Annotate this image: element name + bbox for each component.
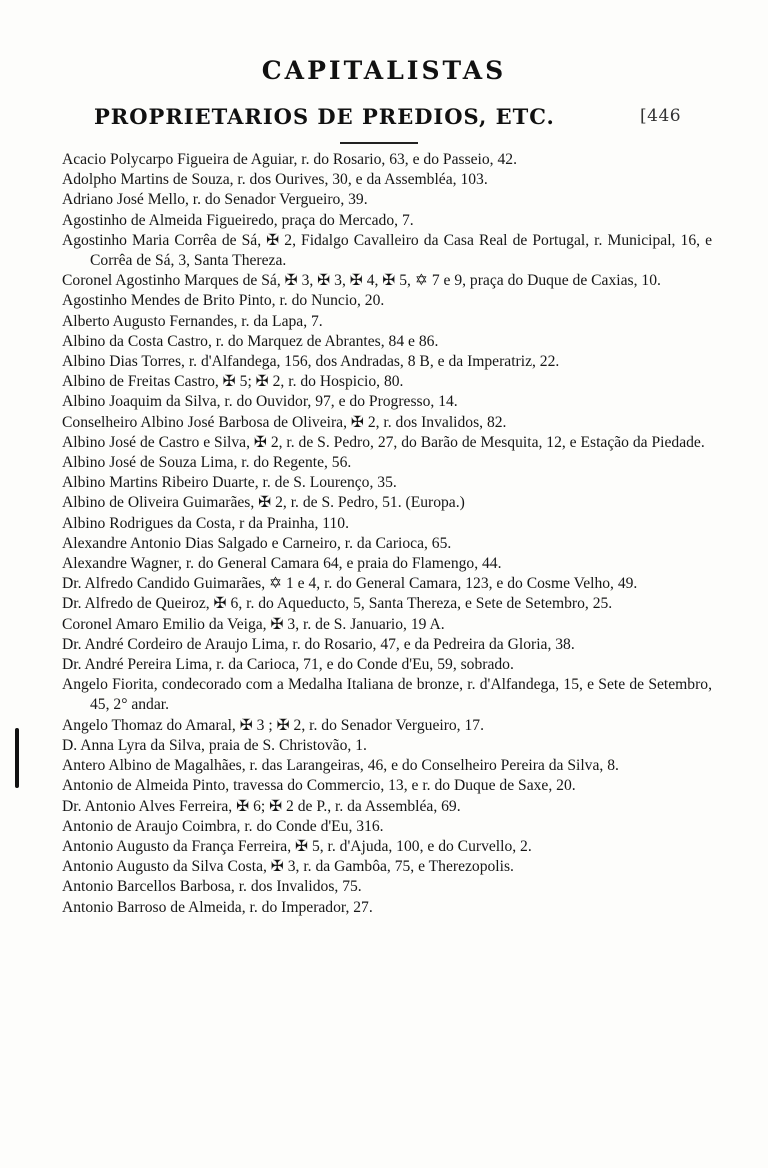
list-item: Albino de Freitas Castro, ✠ 5; ✠ 2, r. do Hospicio, 80. bbox=[62, 373, 404, 391]
list-item: Antonio de Araujo Coimbra, r. do Conde d'Eu, 316. bbox=[62, 817, 384, 835]
list-item: Antero Albino de Magalhães, r. das Larangeiras, 46, e do Conselheiro Pereira da Silva, 8. bbox=[62, 757, 619, 775]
list-item: Albino de Oliveira Guimarães, ✠ 2, r. de S. Pedro, 51. (Europa.) bbox=[62, 494, 465, 512]
list-item: Agostinho Maria Corrêa de Sá, ✠ 2, Fidalgo Cavalleiro da Casa Real de Portugal, r. Municipal, 16, e Corrêa de Sá, 3, Santa Thereza. bbox=[62, 231, 712, 270]
page-title: CAPITALISTAS bbox=[261, 56, 507, 85]
list-item: Conselheiro Albino José Barbosa de Oliveira, ✠ 2, r. dos Invalidos, 82. bbox=[62, 413, 507, 431]
list-item: Alexandre Wagner, r. do General Camara 64, e praia do Flamengo, 44. bbox=[62, 555, 502, 573]
list-item: Alexandre Antonio Dias Salgado e Carneiro, r. da Carioca, 65. bbox=[62, 534, 452, 552]
list-item: Adolpho Martins de Souza, r. dos Ourives, 30, e da Assembléa, 103. bbox=[62, 171, 488, 189]
page-number: [446 bbox=[640, 106, 682, 126]
list-item: Albino Joaquim da Silva, r. do Ouvidor, 97, e do Progresso, 14. bbox=[62, 393, 458, 411]
list-item: Dr. Alfredo de Queiroz, ✠ 6, r. do Aqueducto, 5, Santa Thereza, e Sete de Setembro, 25. bbox=[62, 595, 613, 613]
list-item: Albino José de Souza Lima, r. do Regente, 56. bbox=[62, 454, 352, 472]
list-item: Angelo Fiorita, condecorado com a Medalha Italiana de bronze, r. d'Alfandega, 15, e Sete de Setembro, 45, 2° andar. bbox=[62, 676, 712, 714]
list-item: Adriano José Mello, r. do Senador Vergueiro, 39. bbox=[62, 191, 368, 209]
title-rule bbox=[340, 142, 418, 144]
list-item: Albino Martins Ribeiro Duarte, r. de S. Lourenço, 35. bbox=[62, 474, 397, 492]
directory-list bbox=[62, 150, 712, 918]
list-item: Agostinho Mendes de Brito Pinto, r. do Nuncio, 20. bbox=[62, 292, 385, 310]
list-item: Acacio Polycarpo Figueira de Aguiar, r. do Rosario, 63, e do Passeio, 42. bbox=[62, 151, 517, 168]
list-item: Albino Rodrigues da Costa, r da Prainha, 110. bbox=[62, 514, 349, 532]
list-item: Angelo Thomaz do Amaral, ✠ 3 ; ✠ 2, r. do Senador Vergueiro, 17. bbox=[62, 716, 484, 734]
list-item: Dr. André Cordeiro de Araujo Lima, r. do Rosario, 47, e da Pedreira da Gloria, 38. bbox=[62, 635, 575, 653]
list-item: Albino da Costa Castro, r. do Marquez de Abrantes, 84 e 86. bbox=[62, 332, 439, 350]
section-subtitle: PROPRIETARIOS DE PREDIOS, ETC. bbox=[94, 104, 555, 129]
list-item: Dr. André Pereira Lima, r. da Carioca, 71, e do Conde d'Eu, 59, sobrado. bbox=[62, 656, 514, 674]
list-item: Alberto Augusto Fernandes, r. da Lapa, 7. bbox=[62, 312, 323, 330]
list-item: Coronel Amaro Emilio da Veiga, ✠ 3, r. de S. Januario, 19 A. bbox=[62, 615, 445, 633]
list-item: Coronel Agostinho Marques de Sá, ✠ 3, ✠ 3, ✠ 4, ✠ 5, ✡ 7 e 9, praça do Duque de Caxias, 10. bbox=[62, 272, 661, 290]
list-item: Agostinho de Almeida Figueiredo, praça do Mercado, 7. bbox=[62, 211, 414, 229]
margin-mark bbox=[15, 728, 19, 788]
list-item: Antonio de Almeida Pinto, travessa do Commercio, 13, e r. do Duque de Saxe, 20. bbox=[62, 777, 576, 795]
list-item: Antonio Barcellos Barbosa, r. dos Invalidos, 75. bbox=[62, 878, 362, 896]
list-item: Albino Dias Torres, r. d'Alfandega, 156, dos Andradas, 8 B, e da Imperatriz, 22. bbox=[62, 353, 560, 371]
list-item: Dr. Alfredo Candido Guimarães, ✡ 1 e 4, r. do General Camara, 123, e do Cosme Velho, 49. bbox=[62, 575, 638, 593]
list-item: D. Anna Lyra da Silva, praia de S. Christovão, 1. bbox=[62, 736, 367, 754]
list-item: Dr. Antonio Alves Ferreira, ✠ 6; ✠ 2 de P., r. da Assembléa, 69. bbox=[62, 797, 461, 815]
list-item: Antonio Augusto da França Ferreira, ✠ 5, r. d'Ajuda, 100, e do Curvello, 2. bbox=[62, 837, 532, 855]
list-item: Albino José de Castro e Silva, ✠ 2, r. de S. Pedro, 27, do Barão de Mesquita, 12, e Estação da Piedade. bbox=[62, 433, 705, 451]
list-item: Antonio Barroso de Almeida, r. do Imperador, 27. bbox=[62, 898, 373, 916]
list-item: Antonio Augusto da Silva Costa, ✠ 3, r. da Gambôa, 75, e Therezopolis. bbox=[62, 858, 514, 876]
